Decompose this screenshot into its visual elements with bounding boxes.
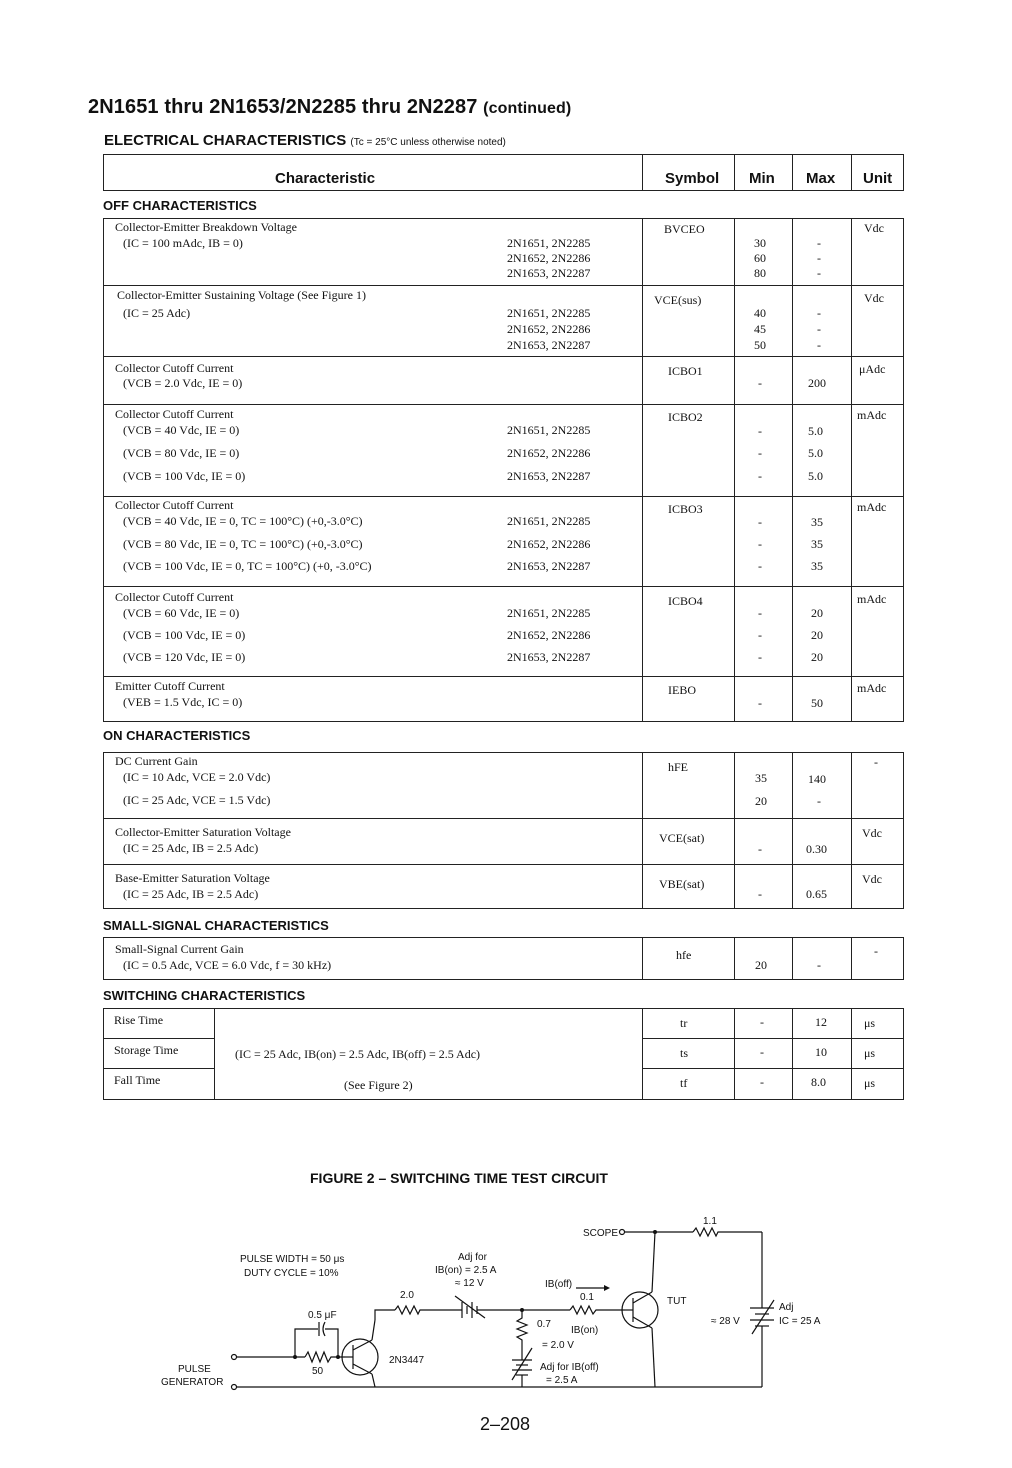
symbol: VCE(sus) — [654, 293, 702, 307]
row-cond: (IC = 0.5 Adc, VCE = 6.0 Vdc, f = 30 kHz) — [123, 958, 332, 972]
row-name: Collector Cutoff Current — [115, 498, 234, 512]
switching-note: (See Figure 2) — [344, 1078, 413, 1092]
unit: μs — [864, 1076, 876, 1090]
device: 2N1653, 2N2287 — [507, 338, 591, 352]
row-cond: (IC = 100 mAdc, IB = 0) — [123, 236, 243, 250]
row-cond: (VCB = 80 Vdc, IE = 0) — [123, 446, 240, 460]
a25-label: = 2.5 A — [546, 1375, 578, 1386]
min: 60 — [754, 251, 766, 265]
row-name: Small-Signal Current Gain — [115, 942, 244, 956]
switching-table — [103, 1008, 904, 1100]
max: 140 — [808, 772, 826, 786]
row-cond: (VCB = 2.0 Vdc, IE = 0) — [123, 376, 243, 390]
row-cond: (VEB = 1.5 Vdc, IC = 0) — [123, 695, 243, 709]
max: - — [817, 794, 821, 808]
symbol: ICBO4 — [668, 594, 703, 608]
min: - — [758, 628, 762, 642]
max: - — [817, 338, 821, 352]
min: 35 — [755, 771, 767, 785]
symbol: tr — [680, 1016, 688, 1030]
row-name: Emitter Cutoff Current — [115, 679, 225, 693]
unit: - — [874, 755, 878, 769]
min: 45 — [754, 322, 766, 336]
row-cond: (VCB = 60 Vdc, IE = 0) — [123, 606, 240, 620]
row-cond: (IC = 10 Adc, VCE = 2.0 Vdc) — [123, 770, 271, 784]
device: 2N1651, 2N2285 — [507, 514, 591, 528]
max: - — [817, 236, 821, 250]
max: 35 — [811, 515, 823, 529]
iboff-label: IB(off) — [545, 1279, 573, 1290]
max: - — [817, 958, 821, 972]
device: 2N1653, 2N2287 — [507, 559, 591, 573]
unit: μs — [864, 1016, 876, 1030]
max: - — [817, 251, 821, 265]
max: 35 — [811, 559, 823, 573]
unit: mAdc — [857, 681, 887, 695]
row-name: Collector Cutoff Current — [115, 590, 234, 604]
max: 35 — [811, 537, 823, 551]
device: 2N1652, 2N2286 — [507, 251, 591, 265]
row-name: Storage Time — [114, 1043, 179, 1057]
row-cond: (VCB = 40 Vdc, IE = 0, TC = 100°C) (+0,-3.0°C) — [123, 514, 363, 528]
row-cond: (VCB = 100 Vdc, IE = 0) — [123, 628, 246, 642]
min: - — [758, 376, 762, 390]
min: - — [760, 1075, 764, 1089]
max: 0.30 — [806, 842, 827, 856]
min: - — [758, 559, 762, 573]
figure-title: FIGURE 2 – SWITCHING TIME TEST CIRCUIT — [310, 1170, 608, 1186]
adj-for-label: Adj for — [458, 1252, 487, 1263]
adj-label: Adj — [779, 1302, 794, 1313]
max: 50 — [811, 696, 823, 710]
q1-label: 2N3447 — [389, 1355, 425, 1366]
device: 2N1652, 2N2286 — [507, 322, 591, 336]
ibon-label: IB(on) = 2.5 A — [435, 1265, 497, 1276]
device: 2N1652, 2N2286 — [507, 537, 591, 551]
row-name: Collector-Emitter Saturation Voltage — [115, 825, 291, 839]
unit: Vdc — [864, 291, 884, 305]
min: - — [758, 515, 762, 529]
section-on: ON CHARACTERISTICS — [103, 728, 251, 743]
section-heading: ELECTRICAL CHARACTERISTICS (Tc = 25°C unless otherwise noted) — [104, 132, 506, 149]
device: 2N1652, 2N2286 — [507, 628, 591, 642]
header-min: Min — [749, 170, 775, 187]
v28-label: ≈ 28 V — [711, 1316, 740, 1327]
max: - — [817, 266, 821, 280]
section-off: OFF CHARACTERISTICS — [103, 198, 257, 213]
scope-label: SCOPE — [583, 1228, 619, 1239]
section-switching: SWITCHING CHARACTERISTICS — [103, 988, 306, 1003]
symbol: BVCEO — [664, 222, 705, 236]
min: 80 — [754, 266, 766, 280]
r01-label: 0.1 — [580, 1292, 594, 1303]
generator-label: GENERATOR — [161, 1377, 224, 1388]
device: 2N1651, 2N2285 — [507, 306, 591, 320]
symbol: ICBO3 — [668, 502, 703, 516]
unit: mAdc — [857, 500, 887, 514]
row-cond: (IC = 25 Adc) — [123, 306, 191, 320]
min: 30 — [754, 236, 766, 250]
row-cond: (VCB = 100 Vdc, IE = 0, TC = 100°C) (+0, -3.0°C) — [123, 559, 372, 573]
pulse-label: PULSE — [178, 1364, 211, 1375]
row-cond: (IC = 25 Adc, IB = 2.5 Adc) — [123, 887, 259, 901]
r07-label: 0.7 — [537, 1319, 551, 1330]
row-name: Rise Time — [114, 1013, 164, 1027]
header-symbol: Symbol — [665, 170, 720, 187]
min: 20 — [755, 794, 767, 808]
max: - — [817, 322, 821, 336]
ic25-label: IC = 25 A — [779, 1316, 821, 1327]
min: - — [758, 606, 762, 620]
r11-label: 1.1 — [703, 1216, 717, 1227]
min: - — [760, 1045, 764, 1059]
max: 5.0 — [808, 469, 823, 483]
adj-iboff-label: Adj for IB(off) — [540, 1362, 599, 1373]
max: 5.0 — [808, 446, 823, 460]
section-small-signal: SMALL-SIGNAL CHARACTERISTICS — [103, 918, 329, 933]
max: 0.65 — [806, 887, 827, 901]
symbol: hfe — [676, 948, 692, 962]
symbol: ts — [680, 1046, 689, 1060]
symbol: IEBO — [668, 683, 696, 697]
row-cond: (VCB = 80 Vdc, IE = 0, TC = 100°C) (+0,-3.0°C) — [123, 537, 363, 551]
v2-label: = 2.0 V — [542, 1340, 574, 1351]
device: 2N1653, 2N2287 — [507, 266, 591, 280]
tut-label: TUT — [667, 1296, 687, 1307]
table-header — [103, 154, 904, 191]
max: - — [817, 306, 821, 320]
unit: Vdc — [864, 221, 884, 235]
device: 2N1651, 2N2285 — [507, 423, 591, 437]
header-characteristic: Characteristic — [275, 170, 376, 187]
unit: Vdc — [862, 872, 882, 886]
max: 10 — [815, 1045, 827, 1059]
min: - — [758, 446, 762, 460]
unit: Vdc — [862, 826, 882, 840]
page-title: 2N1651 thru 2N1653/2N2285 thru 2N2287 (continued) — [88, 96, 572, 118]
symbol: ICBO2 — [668, 410, 703, 424]
page-number: 2–208 — [480, 1414, 531, 1434]
row-name: Base-Emitter Saturation Voltage — [115, 871, 270, 885]
duty-cycle-label: DUTY CYCLE = 10% — [244, 1268, 339, 1279]
r50-label: 50 — [312, 1366, 324, 1377]
row-cond: (VCB = 100 Vdc, IE = 0) — [123, 469, 246, 483]
min: - — [758, 650, 762, 664]
min: - — [758, 469, 762, 483]
device: 2N1651, 2N2285 — [507, 236, 591, 250]
row-name: Collector-Emitter Breakdown Voltage — [115, 220, 297, 234]
row-cond: (VCB = 40 Vdc, IE = 0) — [123, 423, 240, 437]
device: 2N1651, 2N2285 — [507, 606, 591, 620]
row-name: DC Current Gain — [115, 754, 198, 768]
row-name: Collector-Emitter Sustaining Voltage (See Figure 1) — [117, 288, 366, 302]
row-cond: (IC = 25 Adc, VCE = 1.5 Vdc) — [123, 793, 271, 807]
symbol: ICBO1 — [668, 364, 703, 378]
unit: mAdc — [857, 408, 887, 422]
min: - — [758, 887, 762, 901]
symbol: VCE(sat) — [659, 831, 705, 845]
symbol: hFE — [668, 760, 689, 774]
min: - — [758, 696, 762, 710]
row-name: Collector Cutoff Current — [115, 407, 234, 421]
switching-cond: (IC = 25 Adc, IB(on) = 2.5 Adc, IB(off) = 2.5 Adc) — [235, 1047, 481, 1061]
unit: mAdc — [857, 592, 887, 606]
max: 8.0 — [811, 1075, 826, 1089]
row-cond: (VCB = 120 Vdc, IE = 0) — [123, 650, 246, 664]
v12-label: ≈ 12 V — [455, 1278, 484, 1289]
row-name: Collector Cutoff Current — [115, 361, 234, 375]
unit: - — [874, 944, 878, 958]
row-cond: (IC = 25 Adc, IB = 2.5 Adc) — [123, 841, 259, 855]
switching-circuit-diagram — [0, 1200, 1012, 1400]
max: 20 — [811, 650, 823, 664]
min: - — [758, 424, 762, 438]
unit: μAdc — [859, 362, 886, 376]
cap-label: 0.5 μF — [308, 1310, 337, 1321]
pulse-width-label: PULSE WIDTH = 50 μs — [240, 1254, 345, 1265]
min: - — [758, 842, 762, 856]
max: 5.0 — [808, 424, 823, 438]
max: 20 — [811, 606, 823, 620]
header-max: Max — [806, 170, 836, 187]
max: 20 — [811, 628, 823, 642]
max: 12 — [815, 1015, 827, 1029]
unit: μs — [864, 1046, 876, 1060]
min: - — [758, 537, 762, 551]
min: 40 — [754, 306, 766, 320]
symbol: VBE(sat) — [659, 877, 705, 891]
symbol: tf — [680, 1076, 688, 1090]
device: 2N1653, 2N2287 — [507, 650, 591, 664]
row-name: Fall Time — [114, 1073, 161, 1087]
device: 2N1653, 2N2287 — [507, 469, 591, 483]
min: - — [760, 1015, 764, 1029]
min: 50 — [754, 338, 766, 352]
ib-on-small-label: IB(on) — [571, 1325, 599, 1336]
max: 200 — [808, 376, 826, 390]
r20-label: 2.0 — [400, 1290, 414, 1301]
min: 20 — [755, 958, 767, 972]
header-unit: Unit — [863, 170, 893, 187]
device: 2N1652, 2N2286 — [507, 446, 591, 460]
